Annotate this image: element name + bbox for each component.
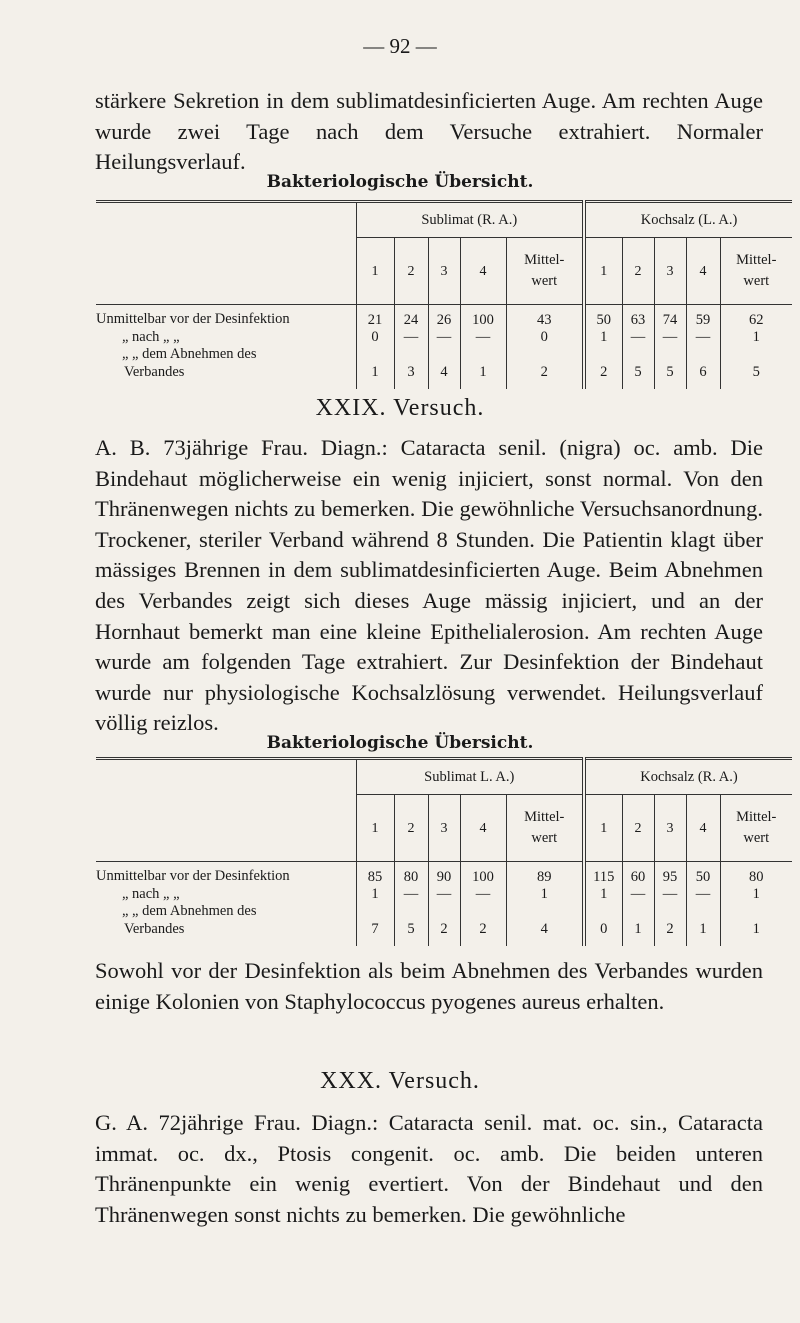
paragraph-staphylococcus: Sowohl vor der Desinfektion als beim Abnehmen des Verbandes wurden einige Kolonien von Staphylococcus pyogenes aureus erhalten. [95, 958, 763, 1014]
cell-value: — [403, 329, 419, 346]
cell-value: 5 [407, 921, 415, 938]
table1-col-header: 4 [460, 238, 506, 305]
row-label: Unmittelbar vor der Desinfektion [96, 868, 290, 884]
cell-value: 90 [436, 868, 452, 885]
table2-col-header: 1 [356, 795, 394, 862]
cell-value: 80 [749, 868, 764, 885]
table1-value-col [506, 305, 584, 389]
table2-col-header: 1 [584, 795, 622, 862]
cell-value: — [436, 329, 452, 346]
cell-value: 2 [540, 364, 548, 381]
table1-row-labels [96, 305, 356, 389]
cell-value: 1 [699, 921, 707, 938]
cell-value: — [695, 886, 711, 903]
table2-value-col [720, 862, 792, 946]
table1-group-sublimat: Sublimat (R. A.) [356, 202, 584, 238]
cell-value: 50 [596, 311, 612, 328]
table2-value-col [686, 862, 720, 946]
cell-value: 1 [600, 886, 608, 903]
table2-title: Bakteriologische Übersicht. [266, 733, 534, 753]
table2 [96, 757, 792, 946]
table1-value-col [686, 305, 720, 389]
table2-row-labels [96, 862, 356, 946]
cell-value: 1 [634, 921, 642, 938]
cell-value: 100 [472, 311, 494, 328]
table1-group-kochsalz: Kochsalz (L. A.) [584, 202, 792, 238]
row-label: „ nach „ „ [122, 885, 180, 902]
cell-value: — [475, 329, 491, 346]
cell-value: 7 [371, 921, 379, 938]
cell-value: 24 [403, 311, 419, 328]
cell-value: 5 [634, 364, 642, 381]
cell-value: 1 [752, 921, 760, 938]
cell-value: 26 [436, 311, 452, 328]
table2-col-header: 4 [686, 795, 720, 862]
paragraph-versuch-30: G. A. 72jährige Frau. Diagn.: Cataracta senil. mat. oc. sin., Cataracta immat. oc. dx., Ptosis congenit. oc. amb. Die beiden unteren Thränenpunkte ein wenig evertiert. Von der Bindehaut und den Thränenwegen sonst nichts zu bemerken. Die gewöhnliche [95, 1110, 763, 1227]
table1-value-col [720, 305, 792, 389]
cell-value: 95 [662, 868, 678, 885]
cell-value: — [662, 329, 678, 346]
cell-value: 1 [600, 329, 608, 346]
table2-col-header: 3 [654, 795, 686, 862]
table2-value-col [460, 862, 506, 946]
cell-value: 89 [537, 868, 552, 885]
page-number: — 92 — [363, 34, 437, 58]
cell-value: 1 [371, 364, 379, 381]
cell-value: — [475, 886, 491, 903]
cell-value: — [403, 886, 419, 903]
cell-value: — [436, 886, 452, 903]
table1-col-header-mittelwert: Mittel- wert [506, 238, 584, 305]
cell-value: 4 [540, 921, 548, 938]
table2-col-header-mittelwert: Mittel- wert [720, 795, 792, 862]
cell-value: 60 [630, 868, 646, 885]
table1-value-col [356, 305, 394, 389]
table1-value-col [654, 305, 686, 389]
cell-value: 5 [666, 364, 674, 381]
table1-col-header: 1 [584, 238, 622, 305]
cell-value: 5 [752, 364, 760, 381]
table2-col-header: 4 [460, 795, 506, 862]
cell-value: 0 [540, 329, 548, 346]
table2-col-header: 2 [394, 795, 428, 862]
table1-value-col [428, 305, 460, 389]
row-label: Unmittelbar vor der Desinfektion [96, 311, 290, 327]
cell-value: 2 [666, 921, 674, 938]
table1-col-header: 3 [654, 238, 686, 305]
table1-value-col [584, 305, 622, 389]
row-label: „ „ dem Abnehmen des [122, 346, 257, 362]
cell-value: 1 [479, 364, 487, 381]
table1-col-header: 4 [686, 238, 720, 305]
table2-col-header-mittelwert: Mittel- wert [506, 795, 584, 862]
cell-value: 1 [540, 886, 548, 903]
table1-value-col [622, 305, 654, 389]
cell-value: 2 [440, 921, 448, 938]
cell-value: — [662, 886, 678, 903]
cell-value: — [630, 886, 646, 903]
cell-value: 6 [699, 364, 707, 381]
cell-value: 80 [403, 868, 419, 885]
table1 [96, 200, 792, 389]
cell-value: 0 [371, 329, 379, 346]
cell-value: 62 [749, 311, 764, 328]
cell-value: 50 [695, 868, 711, 885]
cell-value: 74 [662, 311, 678, 328]
cell-value: 21 [367, 311, 383, 328]
cell-value: 100 [472, 868, 494, 885]
cell-value: 2 [479, 921, 487, 938]
table1-value-col [460, 305, 506, 389]
table2-col-header: 2 [622, 795, 654, 862]
heading-versuch-29: XXIX. Versuch. [315, 395, 485, 421]
table2-value-col [394, 862, 428, 946]
table1-col-header: 2 [394, 238, 428, 305]
table2-value-col [356, 862, 394, 946]
cell-value: 85 [367, 868, 383, 885]
cell-value: 3 [407, 364, 415, 381]
cell-value: 43 [537, 311, 552, 328]
cell-value: 59 [695, 311, 711, 328]
table2-value-col [622, 862, 654, 946]
paragraph-versuch-29: A. B. 73jährige Frau. Diagn.: Cataracta senil. (nigra) oc. amb. Die Bindehaut möglicherweise ein wenig injiciert, sonst normal. Von den Thränenwegen nichts zu bemerken. Die gewöhnliche Versuchsanordnung. Trockener, steriler Verband während 8 Stunden. Die Patientin klagt über mässiges Brennen in dem sublimatdesinficierten Auge. Beim Abnehmen des Verbandes zeigt sich dieses Auge mässig injiciert, und an der Hornhaut bemerkt man eine kleine Epithelialerosion. Am rechten Auge wurde am folgenden Tage extrahiert. Zur Desinfektion der Bindehaut wurde nur physiologische Kochsalzlösung verwendet. Heilungsverlauf völlig reizlos. [95, 435, 763, 736]
table2-group-sublimat: Sublimat L. A.) [356, 759, 584, 795]
row-label: „ nach „ „ [122, 328, 180, 345]
table2-value-col [428, 862, 460, 946]
cell-value: 1 [752, 329, 760, 346]
row-label: Verbandes [124, 920, 185, 937]
table1-value-col [394, 305, 428, 389]
table2-group-kochsalz: Kochsalz (R. A.) [584, 759, 792, 795]
table1-col-header-mittelwert: Mittel- wert [720, 238, 792, 305]
table2-value-col [584, 862, 622, 946]
table1-col-header: 2 [622, 238, 654, 305]
table1-col-header: 3 [428, 238, 460, 305]
cell-value: 2 [600, 364, 608, 381]
paragraph-intro: stärkere Sekretion in dem sublimatdesinficierten Auge. Am rechten Auge wurde zwei Tage nach dem Versuche extrahiert. Normaler Heilungsverlauf. [95, 88, 763, 175]
cell-value: 115 [593, 868, 615, 885]
table1-title: Bakteriologische Übersicht. [266, 172, 534, 192]
table2-col-header: 3 [428, 795, 460, 862]
cell-value: — [695, 329, 711, 346]
cell-value: — [630, 329, 646, 346]
table2-value-col [506, 862, 584, 946]
cell-value: 1 [371, 886, 379, 903]
row-label: „ „ dem Abnehmen des [122, 903, 257, 919]
table2-value-col [654, 862, 686, 946]
cell-value: 1 [752, 886, 760, 903]
cell-value: 4 [440, 364, 448, 381]
cell-value: 63 [630, 311, 646, 328]
cell-value: 0 [600, 921, 608, 938]
table1-col-header: 1 [356, 238, 394, 305]
row-label: Verbandes [124, 363, 185, 380]
heading-versuch-30: XXX. Versuch. [320, 1068, 480, 1094]
